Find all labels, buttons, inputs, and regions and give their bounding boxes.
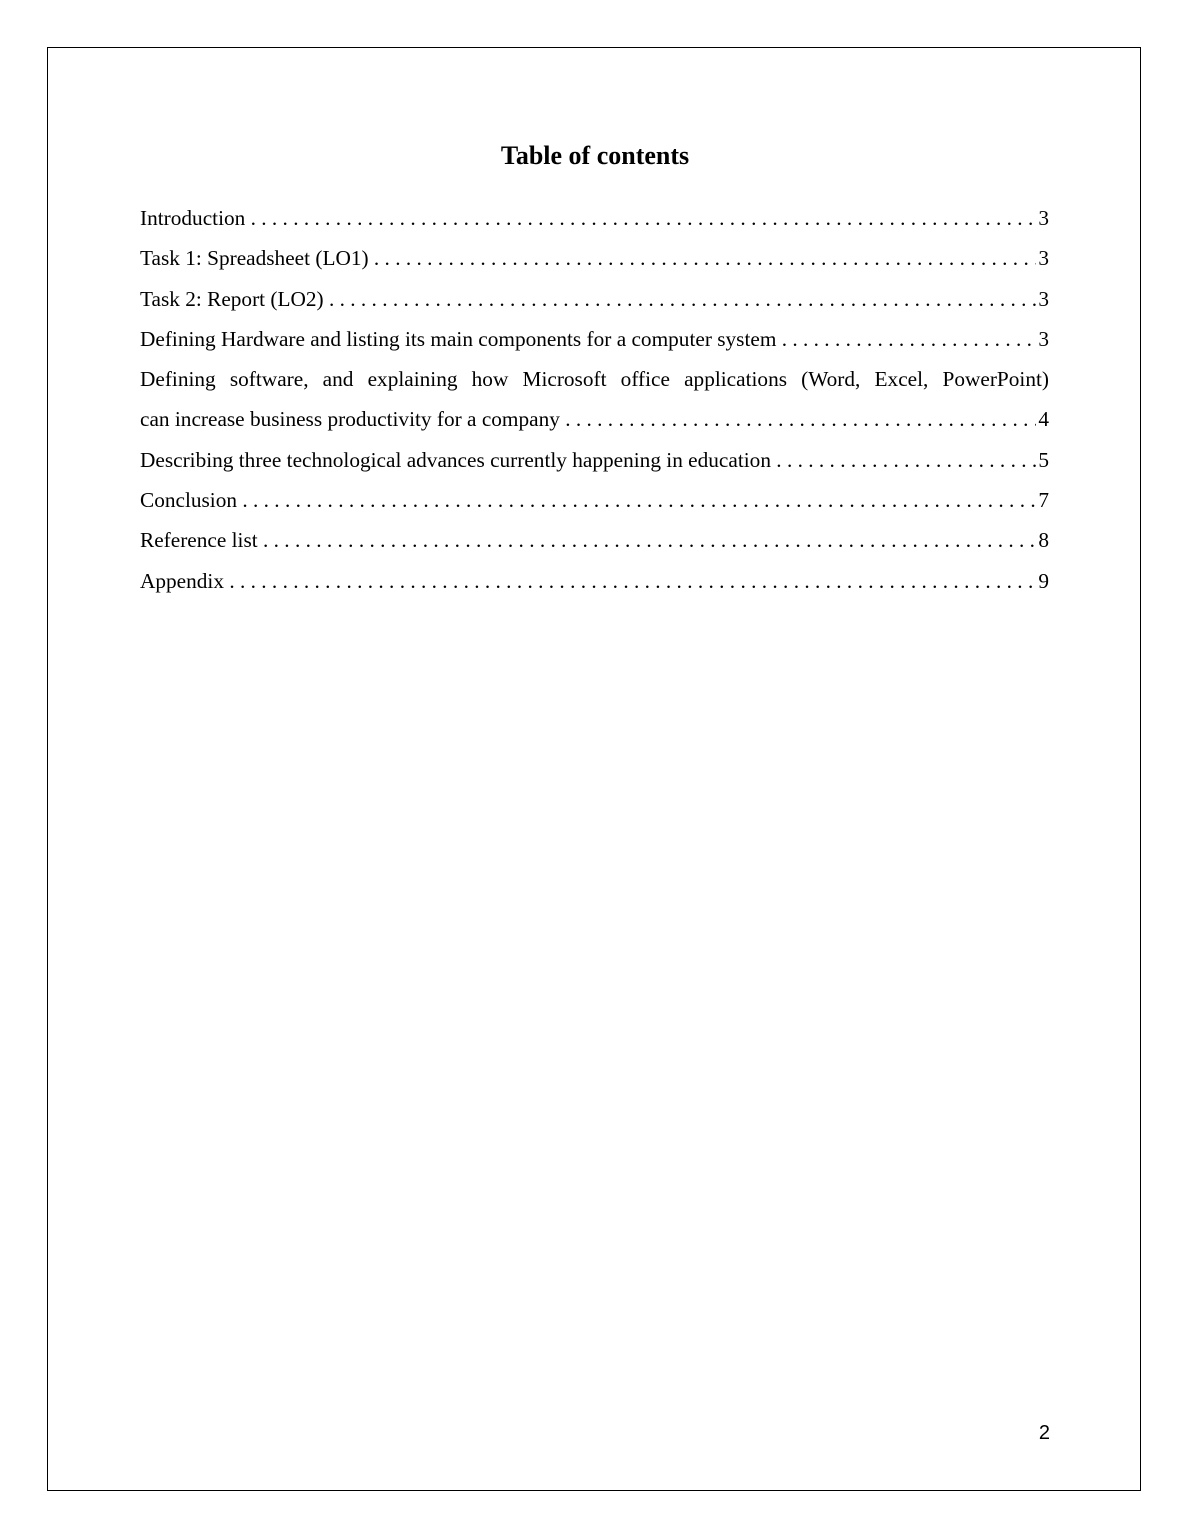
table-of-contents — [140, 198, 1049, 601]
toc-entry-page: 8 — [1036, 520, 1049, 560]
toc-entry-label-line-1: Defining software, and explaining how Microsoft office applications (Word, Excel, PowerPoint) — [140, 367, 1049, 392]
toc-entry-appendix[interactable] — [140, 561, 1049, 601]
toc-entry-conclusion[interactable] — [140, 480, 1049, 520]
toc-entry-page: 3 — [1036, 198, 1049, 238]
toc-entry-label: Reference list . . . — [140, 520, 1049, 560]
page-number: 2 — [1038, 1422, 1050, 1444]
toc-entry-page: 3 — [1036, 279, 1049, 319]
toc-entry-page: 4 — [1036, 399, 1049, 439]
toc-entry-label: Describing three technological advances currently happening in education . . . — [140, 440, 1049, 480]
toc-entry-second-line — [140, 399, 1049, 439]
toc-entry-label: Task 2: Report (LO2) . . . — [140, 279, 1049, 319]
toc-entry-page: 3 — [1036, 319, 1049, 359]
toc-entry-introduction[interactable] — [140, 198, 1049, 238]
toc-entry-defining-hardware[interactable] — [140, 319, 1049, 359]
toc-entry-page: 3 — [1036, 238, 1049, 278]
toc-title: Table of contents — [500, 141, 690, 170]
toc-entry-label-line-2: can increase business productivity for a company . . . — [140, 399, 1049, 439]
toc-entry-label: Defining Hardware and listing its main components for a computer system . . . — [140, 319, 1049, 359]
toc-entry-page: 9 — [1036, 561, 1049, 601]
toc-entry-technological-advances[interactable] — [140, 440, 1049, 480]
toc-entry-reference-list[interactable] — [140, 520, 1049, 560]
toc-entry-page: 7 — [1036, 480, 1049, 520]
toc-entry-label: Introduction . . . — [140, 198, 1049, 238]
toc-entry-page: 5 — [1036, 440, 1049, 480]
toc-entry-task-1[interactable] — [140, 238, 1049, 278]
toc-entry-defining-software[interactable] — [140, 359, 1049, 440]
toc-entry-label: Task 1: Spreadsheet (LO1) . . . — [140, 238, 1049, 278]
toc-entry-label: Conclusion . . . — [140, 480, 1049, 520]
toc-entry-task-2[interactable] — [140, 279, 1049, 319]
toc-entry-label: Appendix . . . — [140, 561, 1049, 601]
